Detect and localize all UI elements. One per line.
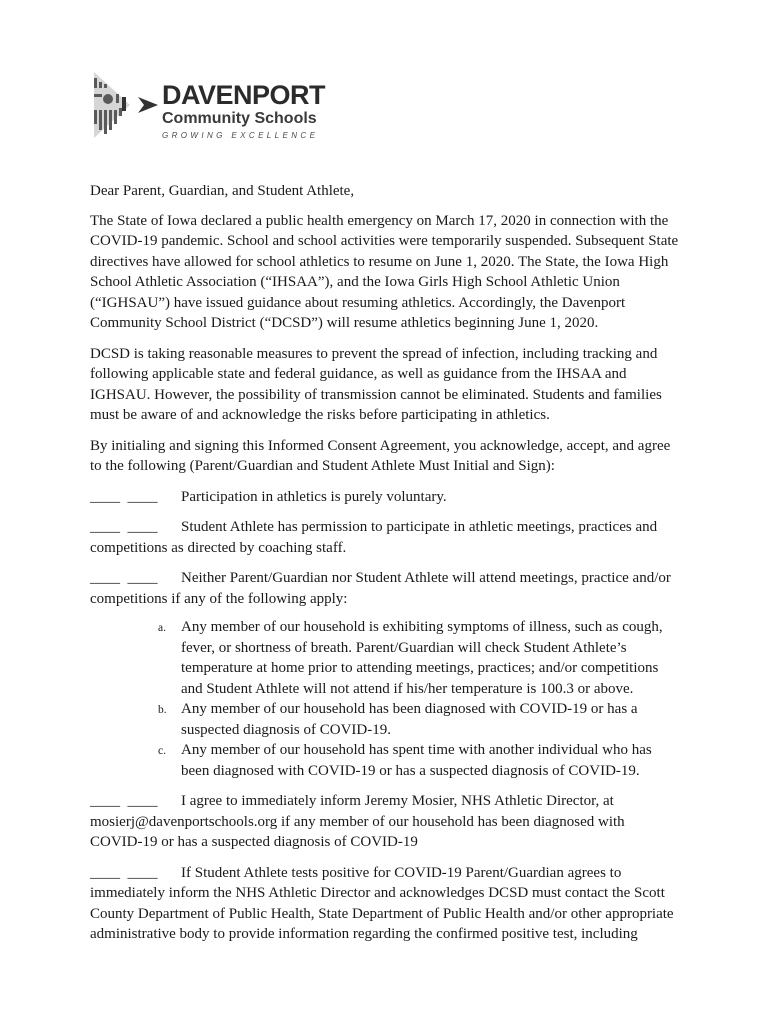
initial-blanks[interactable]: ____ ____ — [90, 864, 158, 881]
condition-item — [90, 699, 680, 740]
consent-item — [90, 791, 680, 853]
initial-blanks[interactable]: ____ ____ — [90, 793, 158, 809]
initial-blanks[interactable]: ____ ____ — [90, 488, 158, 505]
district-logo — [92, 70, 326, 142]
consent-item — [90, 863, 680, 945]
condition-text: Any member of our household has been diagnosed with COVID-19 or has a suspected diagnosis of COVID-19. — [181, 701, 638, 738]
risk-paragraph: DCSD is taking reasonable measures to prevent the spread of infection, including tracking and following applicable state and federal guidance, as well as guidance from the IHSAA and IGHSAU. However, the possibility of transmission cannot be eliminated. Students and families must be aware of and acknowledge the risks before participating in athletics. — [90, 345, 662, 423]
condition-marker: a. — [158, 622, 166, 634]
letter-body — [90, 181, 680, 955]
initial-blanks[interactable]: ____ ____ — [90, 519, 158, 535]
logo-tagline: GROWING EXCELLENCE — [162, 131, 319, 140]
consent-item-text: If Student Athlete tests positive for COVID-19 Parent/Guardian agrees to immediately inform the NHS Athletic Director and acknowledges DCSD must contact the Scott County Department of Public Health, State Department of Public Health and/or other appropriate administrative body to provide information regarding the confirmed positive test, including — [90, 864, 674, 942]
condition-text: Any member of our household has spent time with another individual who has been diagnosed with COVID-19 or has a suspected diagnosis of COVID-19. — [181, 742, 652, 779]
consent-item — [90, 568, 680, 609]
initial-blanks[interactable]: ____ ____ — [90, 570, 158, 586]
conditions-list — [90, 617, 680, 781]
consent-item — [90, 517, 680, 558]
condition-marker: b. — [158, 704, 167, 716]
logo-title: DAVENPORT — [162, 80, 326, 110]
logo-mark-icon — [92, 70, 160, 140]
salutation: Dear Parent, Guardian, and Student Athlete, — [90, 183, 355, 199]
consent-item-text: Participation in athletics is purely voluntary. — [181, 488, 447, 505]
consent-item — [90, 487, 680, 508]
condition-marker: c. — [158, 745, 166, 757]
intro-paragraph: The State of Iowa declared a public health emergency on March 17, 2020 in connection with the COVID-19 pandemic. School and school activities were temporarily suspended. Subsequent State directives have allowed for school athletics to resume on June 1, 2020. The State, the Iowa High School Athletic Association (“IHSAA”), and the Iowa Girls High School Athletic Union (“IGHSAU”) have issued guidance about resuming athletics. Accordingly, the Davenport Community School District (“DCSD”) will resume athletics beginning June 1, 2020. — [90, 212, 679, 331]
consent-item-text: Neither Parent/Guardian nor Student Athlete will attend meetings, practice and/or competitions if any of the following apply: — [90, 570, 671, 607]
logo-subtitle: Community Schools — [162, 110, 317, 127]
condition-item — [90, 617, 680, 699]
consent-paragraph: By initialing and signing this Informed Consent Agreement, you acknowledge, accept, and agree to the following (Parent/Guardian and Student Athlete Must Initial and Sign): — [90, 437, 671, 474]
condition-item — [90, 740, 680, 781]
condition-text: Any member of our household is exhibiting symptoms of illness, such as cough, fever, or shortness of breath. Parent/Guardian will check Student Athlete’s temperature at home prior to attending meetings, practices; and/or competitions and Student Athlete will not attend if his/her temperature is 100.3 or above. — [181, 619, 663, 697]
consent-item-text: Student Athlete has permission to participate in athletic meetings, practices and competitions as directed by coaching staff. — [90, 519, 658, 556]
consent-item-text: I agree to immediately inform Jeremy Mosier, NHS Athletic Director, at mosierj@davenportschools.org if any member of our household has been diagnosed with COVID-19 or has a suspected diagnosis of COVID-19 — [90, 793, 625, 850]
